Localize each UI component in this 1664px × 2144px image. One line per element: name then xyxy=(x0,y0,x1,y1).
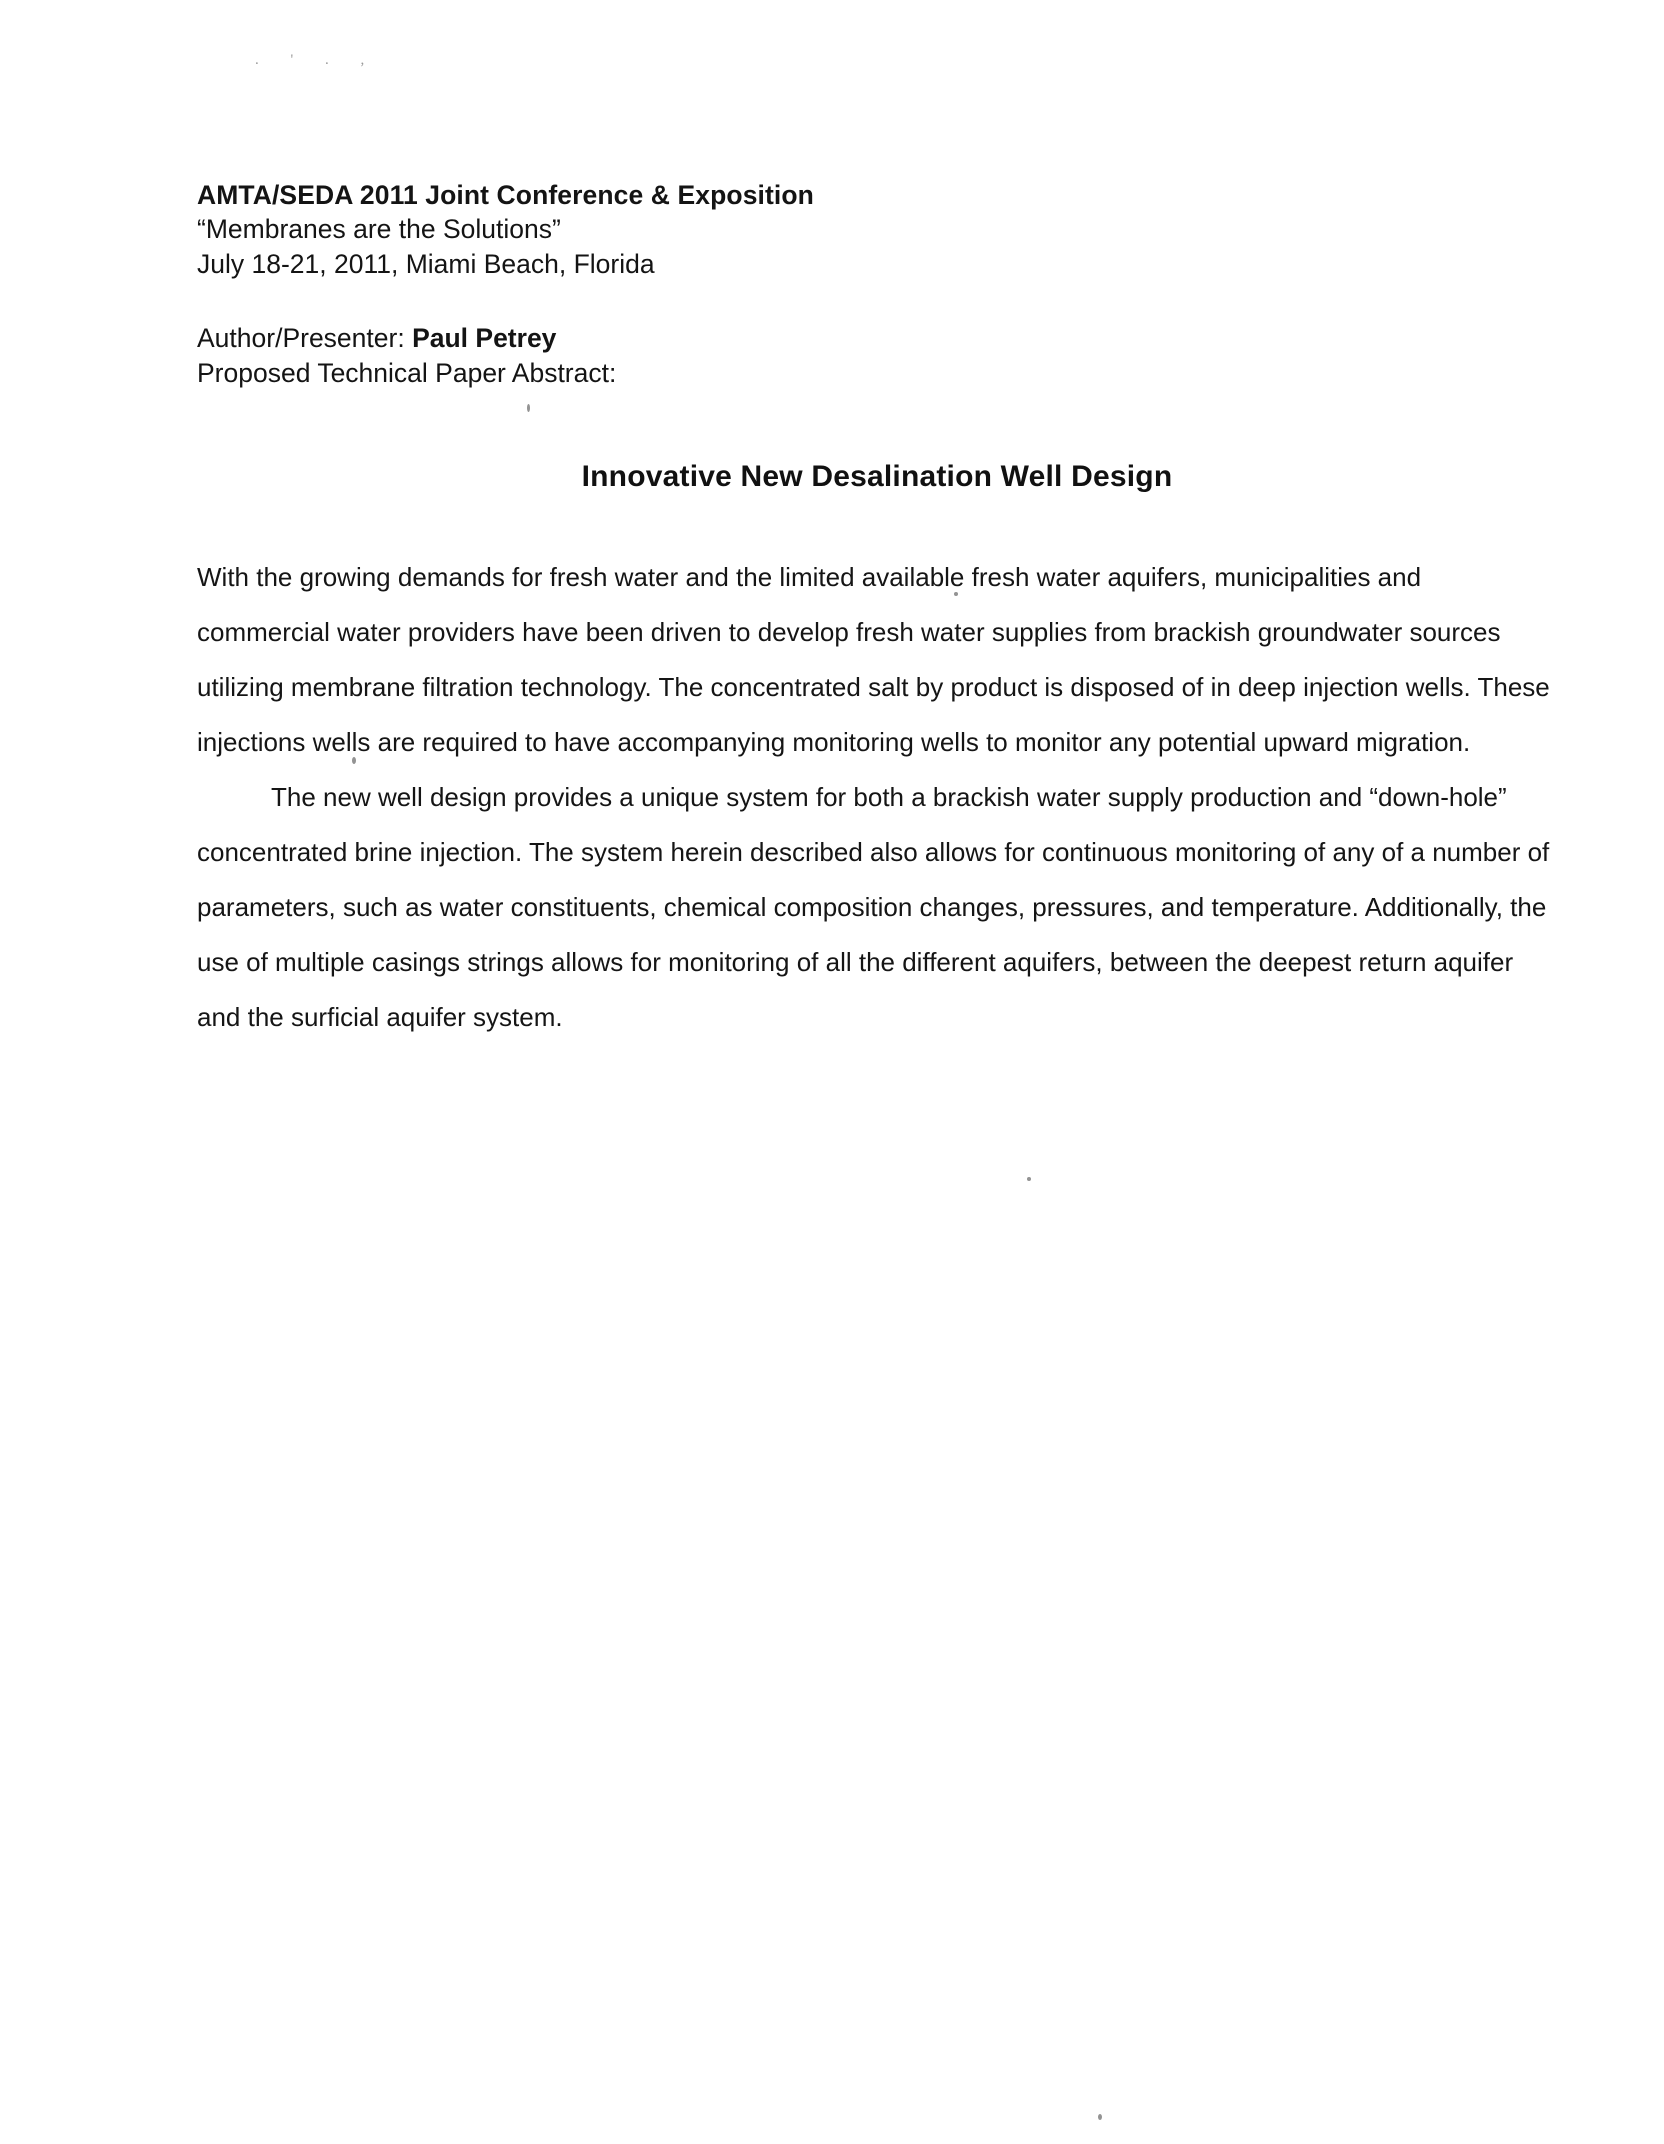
paper-type-label: Proposed Technical Paper Abstract: xyxy=(197,357,617,388)
abstract-paragraph-2-text: The new well design provides a unique system for both a brackish water supply production and “down-hole” concentrated brine injection. The system herein described also allows for continuous monitoring of any of a number of parameters, such as water constituents, chemical composition changes, pressures, and temperature. Additionally, the use of multiple casings strings allows for monitoring of all the different aquifers, between the deepest return aquifer and the surficial aquifer system. xyxy=(197,782,1550,1033)
scan-speck xyxy=(954,592,958,596)
conference-name: AMTA/SEDA 2011 Joint Conference & Exposition xyxy=(197,180,814,210)
scan-speck xyxy=(1027,1177,1031,1181)
author-block xyxy=(197,321,1557,390)
author-line xyxy=(197,321,1557,355)
scan-speck xyxy=(352,757,356,764)
abstract-paragraph-1: With the growing demands for fresh water and the limited available fresh water aquifers, municipalities and commercial water providers have been driven to develop fresh water supplies from brackish groundwater sources utilizing membrane filtration technology. The concentrated salt by product is disposed of in deep injection wells. These injections wells are required to have accompanying monitoring wells to monitor any potential upward migration. xyxy=(197,562,1550,758)
scan-artifact-marks: . ' . , xyxy=(255,52,379,68)
page-title: Innovative New Desalination Well Design xyxy=(581,460,1173,494)
document-content xyxy=(197,178,1557,1045)
author-name: Paul Petrey xyxy=(412,323,557,354)
author-label: Author/Presenter: xyxy=(197,323,413,354)
conference-date-location: July 18-21, 2011, Miami Beach, Florida xyxy=(197,248,655,279)
abstract-body xyxy=(197,550,1557,1045)
conference-header xyxy=(197,178,1557,281)
scan-speck xyxy=(1098,2114,1102,2120)
scan-speck xyxy=(527,404,530,412)
conference-theme: “Membranes are the Solutions” xyxy=(197,214,561,245)
abstract-paragraph-2 xyxy=(197,770,1557,1045)
